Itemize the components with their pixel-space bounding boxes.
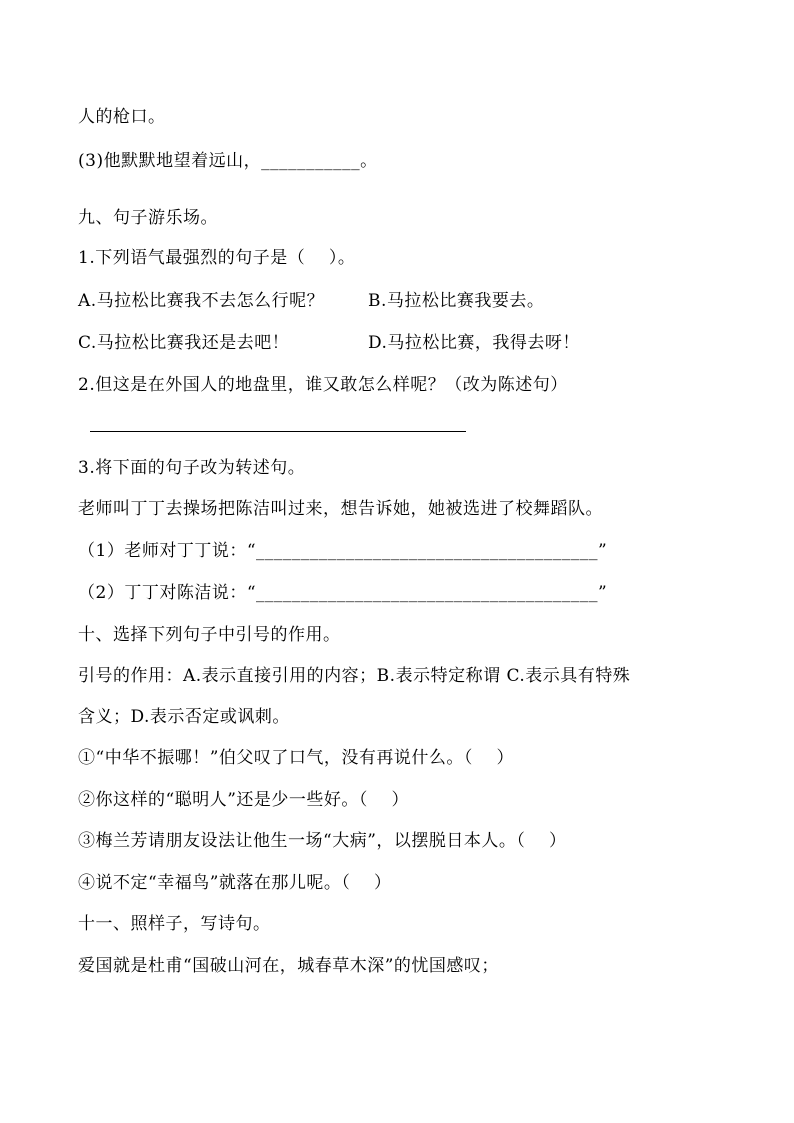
quote-usage-definitions: 引号的作用：A.表示直接引用的内容；B.表示特定称谓 C.表示具有特殊 <box>78 666 631 686</box>
fill-in-question-3: (3)他默默地望着远山，___________。 <box>78 151 378 171</box>
option-b: B.马拉松比赛我要去。 <box>368 291 545 311</box>
option-c: C.马拉松比赛我还是去吧！ <box>78 333 290 353</box>
section-heading-9: 九、句子游乐场。 <box>78 208 218 228</box>
question-2: 2.但这是在外国人的地盘里，谁又敢怎么样呢？（改为陈述句） <box>78 375 568 395</box>
option-a: A.马拉松比赛我不去怎么行呢？ <box>78 291 325 311</box>
question-1: 1.下列语气最强烈的句子是（ ）。 <box>78 248 356 268</box>
quote-item-3: ③梅兰芳请朋友设法让他生一场“大病”，以摆脱日本人。（ ） <box>78 831 567 851</box>
option-d: D.马拉松比赛，我得去呀！ <box>368 333 580 353</box>
quote-item-1: ①“中华不振哪！”伯父叹了口气，没有再说什么。（ ） <box>78 748 514 768</box>
transform-answer-2: （2）丁丁对陈洁说：“______________________________________” <box>78 583 608 603</box>
source-sentence: 老师叫丁丁去操场把陈洁叫过来，想告诉她，她被选进了校舞蹈队。 <box>78 499 603 519</box>
section-heading-11: 十一、照样子，写诗句。 <box>78 914 271 934</box>
text-line: 人的枪口。 <box>78 107 166 127</box>
quote-item-4: ④说不定“幸福鸟”就落在那儿呢。（ ） <box>78 873 392 893</box>
transform-answer-1: （1）老师对丁丁说：“______________________________________” <box>78 541 608 561</box>
quote-usage-definitions-cont: 含义；D.表示否定或讽刺。 <box>78 707 290 727</box>
poem-example: 爱国就是杜甫“国破山河在，城春草木深”的忧国感叹； <box>78 956 499 976</box>
quote-item-2: ②你这样的“聪明人”还是少一些好。（ ） <box>78 790 409 810</box>
answer-line <box>90 431 466 432</box>
section-heading-10: 十、选择下列句子中引号的作用。 <box>78 625 341 645</box>
question-3: 3.将下面的句子改为转述句。 <box>78 458 306 478</box>
